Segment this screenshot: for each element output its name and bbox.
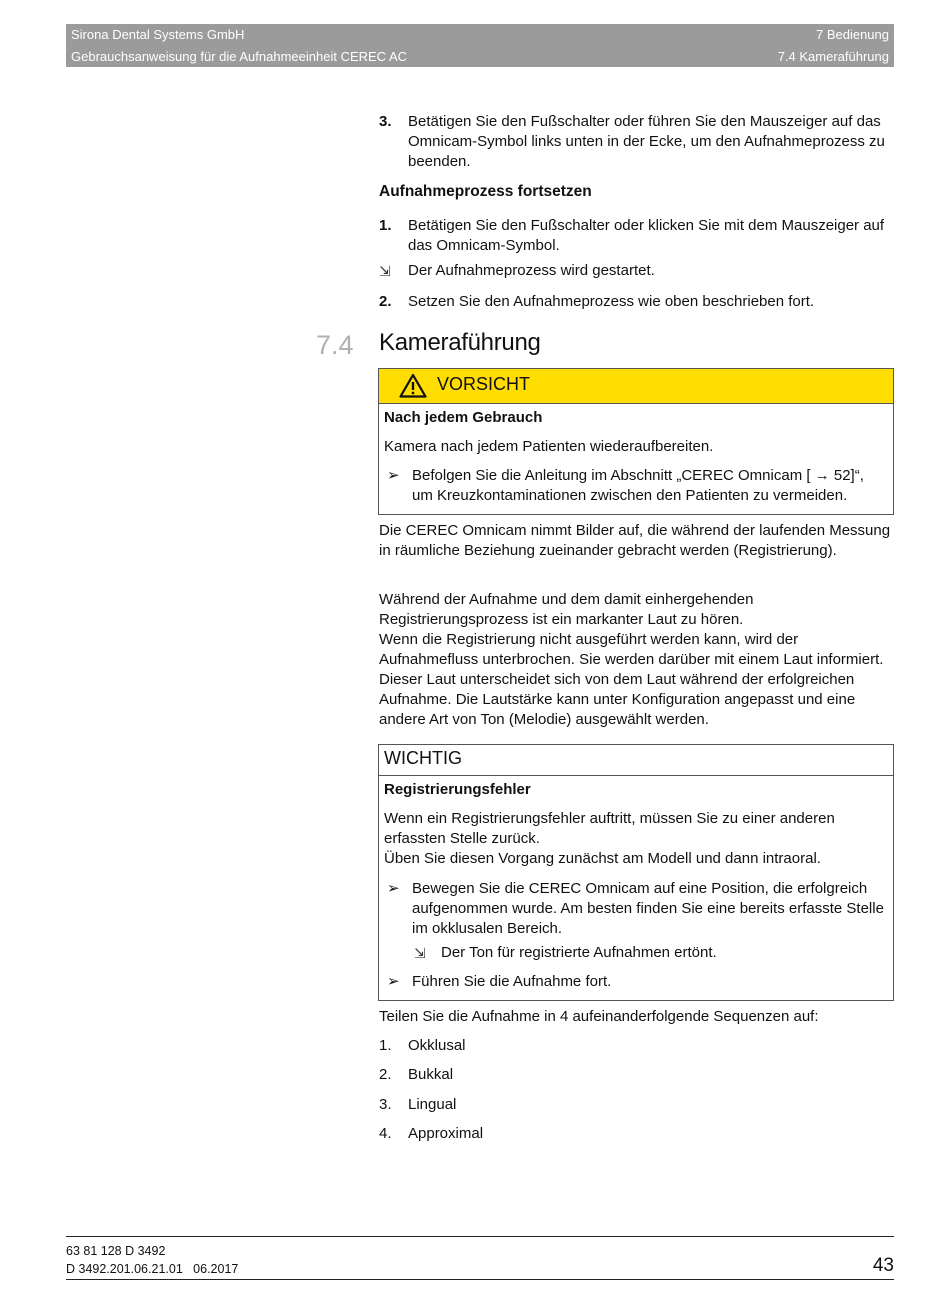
caution-subtitle: Nach jedem Gebrauch [384, 409, 543, 426]
instruction-text: Führen Sie die Aufnahme fort. [412, 973, 612, 990]
important-instruction-1 [384, 879, 885, 939]
important-body [379, 776, 893, 1000]
footer-rule-bottom [66, 1279, 894, 1280]
caution-bar [379, 369, 893, 404]
result-arrow-icon: ⇲ [414, 945, 426, 961]
step-number: 2. [379, 293, 392, 310]
instruction-arrow-icon: ➢ [387, 880, 400, 897]
header-company: Sirona Dental Systems GmbH [71, 27, 245, 42]
result-text: Der Aufnahmeprozess wird gestartet. [408, 262, 655, 279]
instruction-text: Befolgen Sie die Anleitung im Abschnitt „CEREC Omnicam [ → 52]“, um Kreuzkontaminationen zwischen den Patienten zu vermeiden. [412, 467, 864, 504]
important-subtitle: Registrierungsfehler [384, 781, 531, 798]
step-number: 3. [379, 113, 392, 130]
sequence-item [379, 1125, 483, 1142]
important-bar [379, 745, 893, 776]
important-result-1 [384, 943, 885, 963]
sequence-item [379, 1096, 456, 1113]
header-document: Gebrauchsanweisung für die Aufnahmeeinheit CEREC AC [71, 49, 408, 64]
paragraph-sound [379, 590, 895, 730]
paragraph-sound-a: Während der Aufnahme und dem damit einhergehenden Registrierungsprozess ist ein markanter Laut zu hören. [379, 591, 754, 628]
section-number: 7.4 [316, 330, 354, 360]
footer-doc-version: D 3492.201.06.21.01 06.2017 [66, 1262, 239, 1276]
step-text: Setzen Sie den Aufnahmeprozess wie oben beschrieben fort. [408, 293, 815, 310]
paragraph-registration: Die CEREC Omnicam nimmt Bilder auf, die während der laufenden Messung in räumliche Beziehung zueinander gebracht werden (Registrierung). [379, 522, 891, 559]
footer-doc-number: 63 81 128 D 3492 [66, 1244, 166, 1258]
header-chapter: 7 Bedienung [815, 27, 889, 42]
important-box [378, 744, 894, 1001]
sequence-item [379, 1066, 453, 1083]
result-arrow-icon: ⇲ [379, 263, 391, 279]
page-header [66, 24, 894, 67]
instruction-arrow-icon: ➢ [387, 973, 400, 990]
sequence-number: 1. [379, 1037, 392, 1054]
caution-instruction [384, 466, 885, 506]
sequence-label: Lingual [408, 1096, 457, 1113]
caution-text: Kamera nach jedem Patienten wiederaufbereiten. [384, 438, 714, 455]
footer-rule-top [66, 1236, 894, 1237]
step-text: Betätigen Sie den Fußschalter oder führen Sie den Mauszeiger auf das Omnicam-Symbol links unten in der Ecke, um den Aufnahmeprozess zu beenden. [408, 113, 885, 170]
step-3 [379, 112, 895, 172]
caution-box [378, 368, 894, 515]
paragraph-sound-b: Wenn die Registrierung nicht ausgeführt werden kann, wird der Aufnahmefluss unterbrochen. Sie werden darüber mit einem Laut informiert. Dieser Laut unterscheidet sich von dem Laut während der erfolgreichen Aufnahme. Die Lautstärke kann unter Konfiguration angepasst und eine andere Art von Ton (Melodie) ausgewählt werden. [379, 631, 884, 728]
header-section: 7.4 Kameraführung [777, 49, 889, 64]
important-text [384, 809, 885, 869]
continue-step-2 [379, 292, 895, 312]
result-text: Der Ton für registrierte Aufnahmen ertönt. [441, 944, 717, 961]
continue-heading: Aufnahmeprozess fortsetzen [379, 183, 592, 200]
important-label: WICHTIG [384, 748, 462, 768]
continue-step-1 [379, 216, 895, 256]
top-steps [379, 112, 895, 312]
instruction-text: Bewegen Sie die CEREC Omnicam auf eine Position, die erfolgreich aufgenommen wurde. Am besten finden Sie eine bereits erfasste Stelle im okklusalen Bereich. [412, 880, 884, 937]
continue-step-1-result [379, 261, 895, 281]
sequence-label: Bukkal [408, 1066, 454, 1083]
section-title: Kameraführung [379, 329, 541, 356]
important-text-1: Wenn ein Registrierungsfehler auftritt, müssen Sie zu einer anderen erfassten Stelle zurück. [384, 810, 835, 847]
sequence-label: Okklusal [408, 1037, 466, 1054]
important-instruction-2 [384, 972, 885, 992]
important-text-2: Üben Sie diesen Vorgang zunächst am Modell und dann intraoral. [384, 850, 821, 867]
caution-label: VORSICHT [437, 374, 531, 394]
step-number: 1. [379, 217, 392, 234]
instruction-arrow-icon: ➢ [387, 467, 400, 484]
sequence-number: 4. [379, 1125, 392, 1142]
caution-body [379, 404, 893, 514]
sequence-item [379, 1037, 466, 1054]
step-text: Betätigen Sie den Fußschalter oder klicken Sie mit dem Mauszeiger auf das Omnicam-Symbol. [408, 217, 885, 254]
sequence-number: 2. [379, 1066, 392, 1083]
page-number: 43 [872, 1255, 894, 1276]
sequence-label: Approximal [408, 1125, 484, 1142]
sequence-intro: Teilen Sie die Aufnahme in 4 aufeinanderfolgende Sequenzen auf: [379, 1008, 819, 1025]
warning-triangle-icon [399, 373, 427, 398]
sequence-number: 3. [379, 1096, 392, 1113]
